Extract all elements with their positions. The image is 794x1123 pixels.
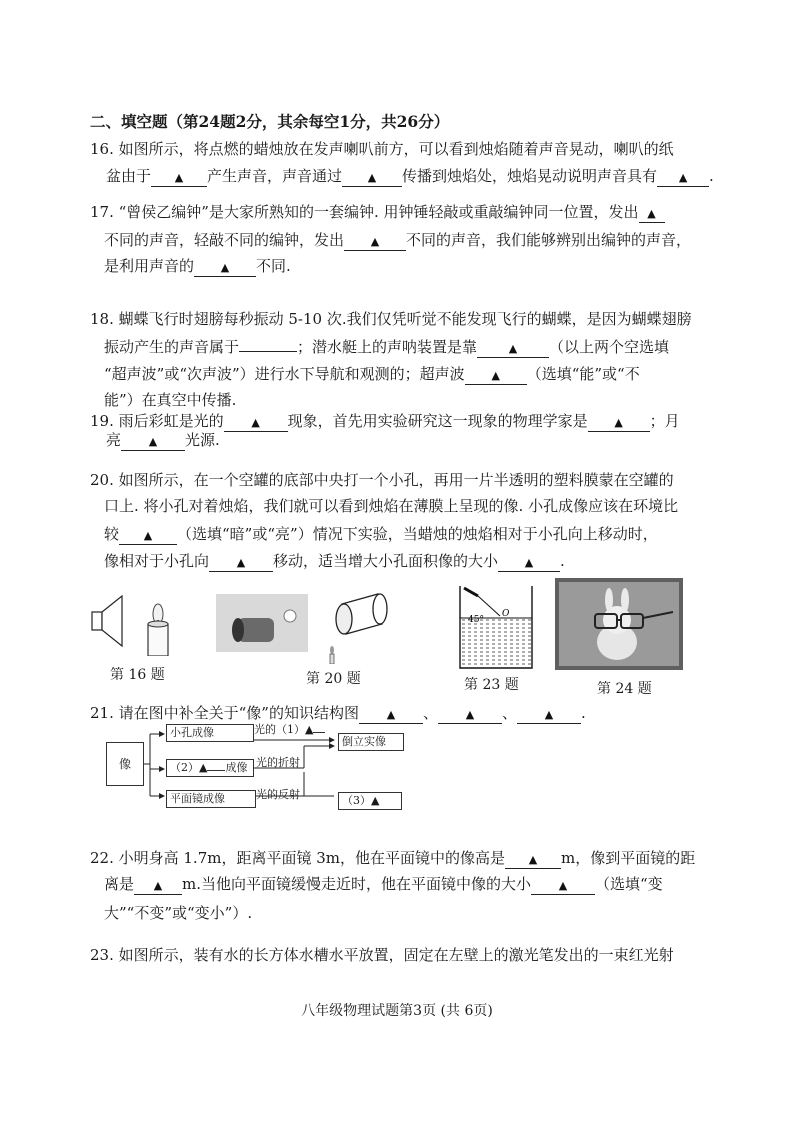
q21-line1: 21. 请在图中补全关于“像”的知识结构图 ▲ 、 ▲ 、 ▲ . <box>90 704 586 722</box>
diagram-edge-mid: 光的折射 <box>256 756 300 769</box>
blank-marker-icon: ▲ <box>544 708 554 721</box>
blank-marker-icon: ▲ <box>370 235 380 248</box>
blank-marker-icon: ▲ <box>174 171 184 184</box>
diagram-node-mirror: 平面镜成像 <box>166 790 256 808</box>
diagram-edge-top: 光的（1）▲ <box>254 721 325 737</box>
caption-fig23: 第 23 题 <box>464 677 519 693</box>
blank-marker-icon: ▲ <box>647 207 656 220</box>
blank-marker-icon: ▲ <box>614 416 623 429</box>
answer-blank[interactable] <box>224 413 288 432</box>
q18-line1: 18. 蝴蝶飞行时翅膀每秒振动 5-10 次.我们仅凭听觉不能发现飞行的蝴蝶，是因为蝴蝶翅膀 <box>90 310 692 328</box>
blank-marker-icon: ▲ <box>386 708 396 721</box>
diagram-node-pinhole: 小孔成像 <box>166 724 254 742</box>
q22-line1: 22. 小明身高 1.7m，距离平面镜 3m，他在平面镜中的像高是 ▲ m，像到平面镜的距 <box>90 849 696 867</box>
answer-blank[interactable] <box>134 876 182 895</box>
answer-blank[interactable] <box>344 232 406 251</box>
q20-line1: 20. 如图所示，在一个空罐的底部中央打一个小孔，再用一片半透明的塑料膜蒙在空罐的 <box>90 471 674 489</box>
blank-marker-icon: ▲ <box>153 879 163 892</box>
answer-blank[interactable] <box>438 705 502 724</box>
blank-marker-icon: ▲ <box>148 435 158 448</box>
q20-line2: 口上. 将小孔对着烛焰，我们就可以看到烛焰在薄膜上呈现的像. 小孔成像应该在环境比 <box>104 497 679 515</box>
answer-blank[interactable] <box>121 432 185 451</box>
q19-line1: 19. 雨后彩虹是光的 ▲ 现象，首先用实验研究这一现象的物理学家是 ▲ ；月 <box>90 412 680 430</box>
laser-pointer-icon <box>464 588 478 596</box>
angle-label: 45° <box>468 615 484 625</box>
caption-fig16: 第 16 题 <box>110 667 165 683</box>
diagram-node-2: （2）▲ 成像 <box>166 759 254 777</box>
blank-marker-icon: ▲ <box>508 342 518 355</box>
q20-line4: 像相对于小孔向 ▲ 移动，适当增大小孔面积像的大小 ▲ . <box>104 552 565 570</box>
diagram-node-3: （3）▲ <box>338 792 402 810</box>
blank-marker-icon: ▲ <box>491 369 500 382</box>
candle-icon <box>330 646 334 664</box>
blank-marker-icon: ▲ <box>558 879 568 892</box>
q17-line3: 是利用声音的 ▲ 不同. <box>104 257 291 275</box>
answer-blank[interactable] <box>477 339 549 358</box>
blank-marker-icon: ▲ <box>524 556 534 569</box>
blank-marker-icon: ▲ <box>143 529 153 542</box>
q23-line1: 23. 如图所示，装有水的长方体水槽水平放置，固定在左壁上的激光笔发出的一束红光射 <box>90 946 674 964</box>
answer-blank[interactable] <box>194 258 256 277</box>
answer-blank[interactable] <box>498 553 560 572</box>
answer-blank[interactable] <box>505 850 561 869</box>
answer-blank[interactable] <box>517 705 581 724</box>
q20-line3: 较 ▲ （选填“暗”或“亮”）情况下实验，当蜡烛的烛焰相对于小孔向上移动时， <box>104 525 658 543</box>
answer-blank[interactable] <box>588 413 650 432</box>
q18-line3: “超声波”或“次声波”）进行水下导航和观测的；超声波 ▲ （选填“能”或“不 <box>104 365 640 383</box>
q18-line4: 能”）在真空中传播. <box>104 391 237 409</box>
q17-line2: 不同的声音，轻敲不同的编钟，发出 ▲ 不同的声音，我们能够辨别出编钟的声音， <box>104 231 692 249</box>
blank-marker-icon: ▲ <box>528 853 538 866</box>
point-o-label: O <box>502 609 510 619</box>
answer-blank[interactable] <box>531 876 595 895</box>
answer-blank[interactable] <box>239 351 297 352</box>
figure-23-water-tank <box>456 582 536 672</box>
answer-blank[interactable] <box>119 526 177 545</box>
blank-marker-icon: ▲ <box>251 416 260 429</box>
blank-marker-icon: ▲ <box>678 171 688 184</box>
blank-marker-icon: ▲ <box>220 261 230 274</box>
answer-blank[interactable] <box>657 168 709 187</box>
answer-blank[interactable] <box>209 553 273 572</box>
figure-24-photo <box>555 578 683 670</box>
diagram-node-real-image: 倒立实像 <box>338 733 404 751</box>
answer-blank[interactable] <box>151 168 207 187</box>
q19-line2: 亮 ▲ 光源. <box>106 431 220 449</box>
q16-line1: 16. 如图所示，将点燃的蜡烛放在发声喇叭前方，可以看到烛焰随着声音晃动，喇叭的纸 <box>90 140 674 158</box>
diagram-root-node: 像 <box>106 742 144 786</box>
page-footer: 八年级物理试题第3页 (共 6页) <box>301 1003 493 1019</box>
figure-20-can-photo <box>216 594 308 652</box>
q22-line2: 离是 ▲ m.当他向平面镜缓慢走近时，他在平面镜中像的大小 ▲ （选填“变 <box>104 875 663 893</box>
answer-blank[interactable] <box>465 366 527 385</box>
candle-icon <box>148 604 168 656</box>
answer-blank[interactable] <box>639 204 665 223</box>
can-icon <box>336 594 387 634</box>
blank-marker-icon: ▲ <box>236 556 246 569</box>
q16-line2: 盆由于 ▲ 产生声音，声音通过 ▲ 传播到烛焰处，烛焰晃动说明声音具有 ▲ . <box>106 167 714 185</box>
figure-20-can-candle-drawing <box>320 588 392 664</box>
speaker-icon <box>92 596 122 646</box>
blank-marker-icon: ▲ <box>465 708 475 721</box>
q17-line1: 17. “曾侯乙编钟”是大家所熟知的一套编钟. 用钟锤轻敲或重敲编钟同一位置，发出 ▲ <box>90 202 665 223</box>
caption-fig24: 第 24 题 <box>597 681 652 697</box>
section-title: 二、填空题（第24题2分，其余每空1分，共26分） <box>90 112 450 131</box>
blank-marker-icon: ▲ <box>367 171 377 184</box>
q22-line3: 大”“不变”或“变小”）. <box>104 904 253 922</box>
q18-line2: 振动产生的声音属于 ；潜水艇上的声呐装置是靠 ▲ （以上两个空选填 <box>104 338 670 356</box>
answer-blank[interactable] <box>342 168 402 187</box>
caption-fig20: 第 20 题 <box>306 671 361 687</box>
figure-16-speaker-candle <box>88 586 200 656</box>
diagram-edge-bot: 光的反射 <box>256 788 300 801</box>
